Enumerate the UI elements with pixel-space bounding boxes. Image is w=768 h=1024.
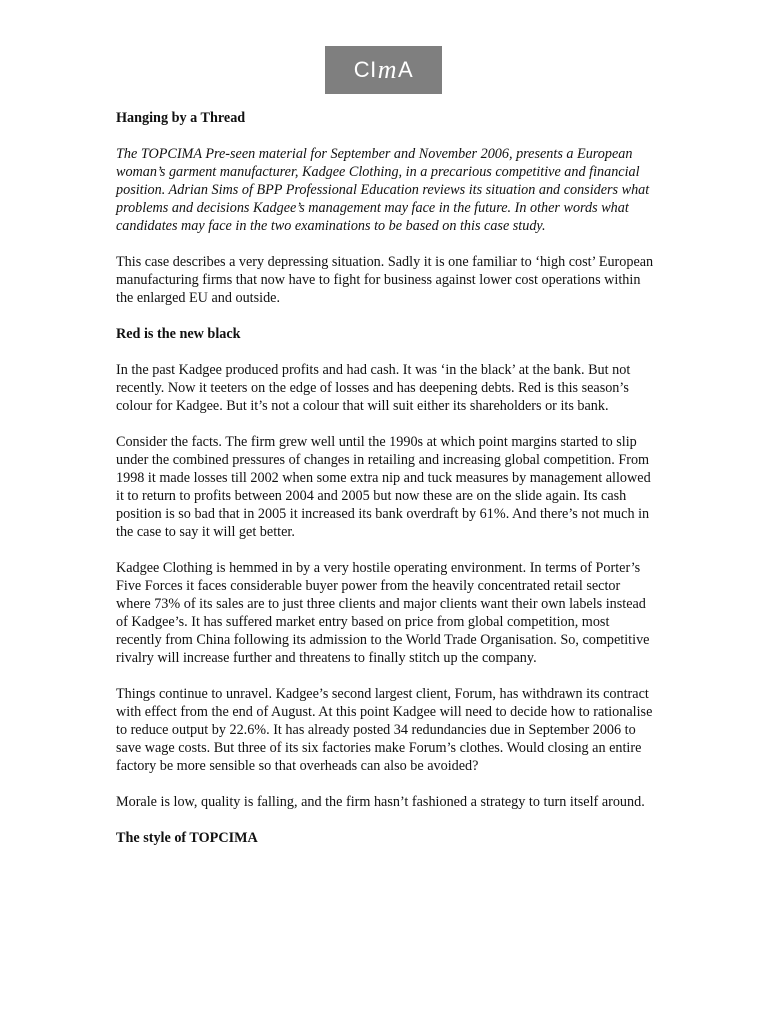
paragraph-1: This case describes a very depressing situation. Sadly it is one familiar to ‘high cost’ European manufacturing firms that now have to fight for business against lower cost operations within the enlarged EU and outside. xyxy=(116,254,654,306)
logo-text-part1: CI xyxy=(353,57,377,82)
paragraph-4: Kadgee Clothing is hemmed in by a very hostile operating environment. In terms of Porter’s Five Forces it faces considerable buyer power from the heavily concentrated retail sector where 73% of its sales are to just three clients and major clients want their own labels instead of Kadgee’s. It has suffered market entry based on price from global competition, most recently from China following its admission to the World Trade Organisation. So, competitive rivalry will increase further and threatens to finally stitch up the company. xyxy=(116,560,650,666)
logo-text-part2: m xyxy=(377,55,398,84)
paragraph-6: Morale is low, quality is falling, and the firm hasn’t fashioned a strategy to turn itself around. xyxy=(116,794,645,810)
article-title: Hanging by a Thread xyxy=(116,110,246,126)
paragraph-5: Things continue to unravel. Kadgee’s second largest client, Forum, has withdrawn its contract with effect from the end of August. At this point Kadgee will need to decide how to rationalise to reduce output by 22.6%. It has already posted 34 redundancies due in September 2006 to save wage costs. But three of its six factories make Forum’s clothes. Would closing an entire factory be more sensible so that overheads can also be avoided? xyxy=(116,686,653,774)
section-heading-red-is-the-new-black: Red is the new black xyxy=(116,326,241,342)
paragraph-3: Consider the facts. The firm grew well until the 1990s at which point margins started to slip under the combined pressures of changes in retailing and increasing global competition. From 1998 it made losses till 2002 when some extra nip and tuck measures by management allowed it to return to profits between 2004 and 2005 but now these are on the slide again. Its cash position is so bad that in 2005 it increased its bank overdraft by 61%. And there’s not much in the case to say it will get better. xyxy=(116,434,651,540)
cima-logo xyxy=(325,46,442,94)
article-intro: The TOPCIMA Pre-seen material for September and November 2006, presents a European woman’s garment manufacturer, Kadgee Clothing, in a precarious competitive and financial position. Adrian Sims of BPP Professional Education reviews its situation and considers what problems and decisions Kadgee’s management may face in the future. In other words what candidates may face in the two examinations to be based on this case study. xyxy=(116,146,650,234)
paragraph-2: In the past Kadgee produced profits and had cash. It was ‘in the black’ at the bank. But not recently. Now it teeters on the edge of losses and has deepening debts. Red is this season’s colour for Kadgee. But it’s not a colour that will suit either its shareholders or its bank. xyxy=(116,362,631,414)
section-heading-style-of-topcima: The style of TOPCIMA xyxy=(116,830,258,846)
article-body xyxy=(116,109,656,865)
logo-text-part3: A xyxy=(398,57,414,82)
